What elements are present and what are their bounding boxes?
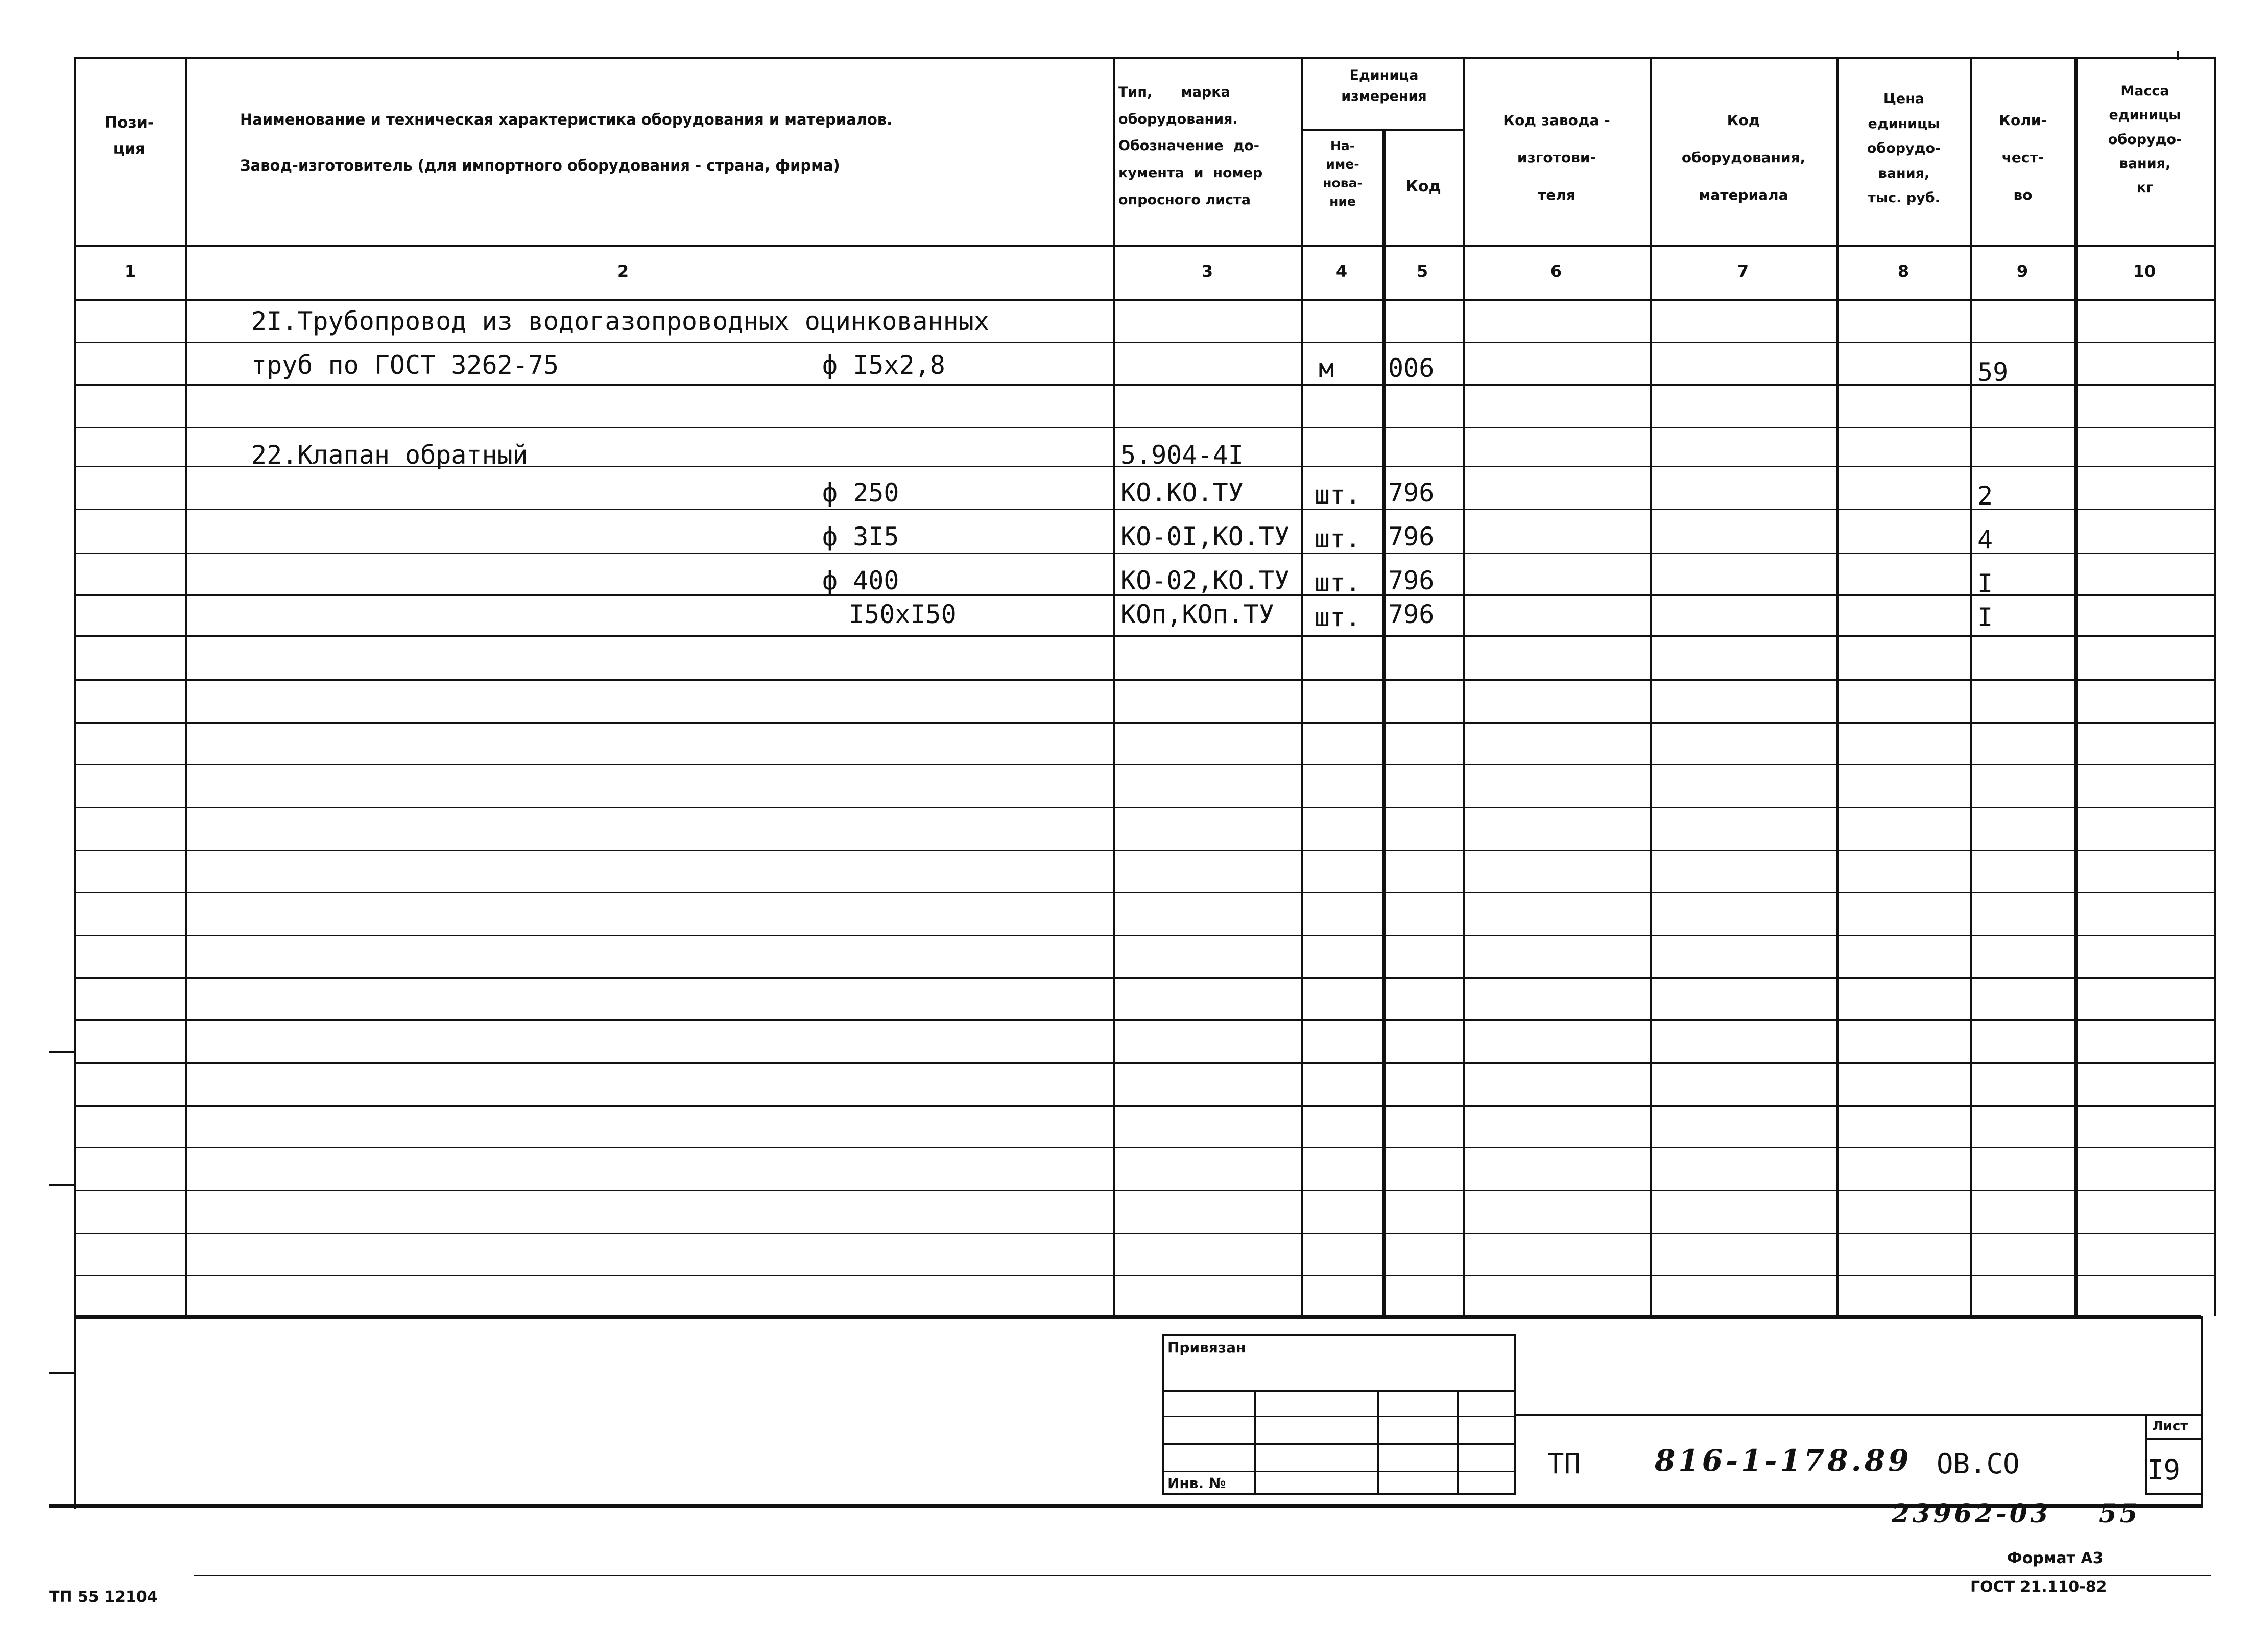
item-unit: шт.: [1315, 480, 1361, 510]
corner-mark: [2177, 51, 2179, 60]
table-row-line: [74, 892, 2214, 893]
archive-suffix: 55: [2099, 1498, 2141, 1528]
table-row-line: [74, 509, 2214, 510]
item-size: ф 3I5: [822, 522, 899, 552]
column-number: 7: [1737, 261, 1749, 281]
item-quantity: 2: [1977, 481, 1993, 511]
sheet-number: I9: [2147, 1454, 2181, 1486]
stamp-privyazan-label: Привязан: [1167, 1339, 1246, 1356]
table-row-line: [74, 342, 2214, 343]
stamp-line: [1162, 1471, 1516, 1472]
item-unit: м: [1319, 353, 1334, 383]
item-type: КОп,КОп.ТУ: [1120, 600, 1275, 629]
item-size: ф 250: [822, 478, 899, 508]
title-block-top: [1516, 1414, 2203, 1416]
column-number: 6: [1550, 261, 1562, 281]
item-unit-code: 006: [1388, 353, 1435, 383]
table-top-border: [74, 57, 2214, 59]
item-type: 5.904-4I: [1120, 440, 1244, 470]
table-bottom-line: [74, 1315, 2201, 1319]
stamp-line: [1162, 1390, 1516, 1392]
document-code: ОВ.СО: [1937, 1448, 2020, 1480]
table-row-line: [74, 1233, 2214, 1234]
header-unit-group: Единица измерения: [1341, 67, 1427, 104]
table-row-line: [74, 1190, 2214, 1191]
item-name: 2I.Трубопровод из водогазопроводных оцинкованных: [251, 306, 989, 336]
column-number: 8: [1897, 261, 1909, 281]
column-number: 2: [617, 261, 629, 281]
item-name: труб по ГОСТ 3262-75: [251, 350, 559, 380]
table-row-line: [74, 1147, 2214, 1148]
item-quantity: 59: [1977, 357, 2009, 387]
item-unit: шт.: [1315, 568, 1361, 597]
header-unit-mass: Масса единицы оборудо- вания, кг: [2108, 83, 2182, 196]
margin-tick: [49, 1051, 75, 1053]
column-numbers-bottom-line: [74, 299, 2214, 301]
table-row-line: [74, 1062, 2214, 1064]
table-row-line: [74, 427, 2214, 428]
stamp-line: [1162, 1443, 1516, 1445]
sheet-label: Лист: [2152, 1419, 2188, 1434]
header-bottom-line: [74, 245, 2214, 247]
margin-tick: [49, 1184, 75, 1186]
item-unit: шт.: [1315, 524, 1361, 554]
unit-group-divider: [1301, 129, 1463, 131]
item-size: I50хI50: [849, 600, 957, 629]
header-position: Пози- ция: [104, 114, 154, 158]
table-row-line: [74, 935, 2214, 936]
table-row-line: [74, 722, 2214, 724]
header-unit-name: На- име- нова- ние: [1323, 138, 1363, 209]
frame-bottom-line: [49, 1504, 2203, 1508]
item-quantity: I: [1977, 569, 1993, 598]
column-number: 10: [2133, 261, 2156, 281]
column-number: 3: [1201, 261, 1213, 281]
tp-label: ТП: [1547, 1448, 1581, 1480]
footer-line: [194, 1575, 2211, 1576]
stamp-divider: [1377, 1390, 1379, 1495]
item-unit-code: 796: [1388, 566, 1435, 595]
table-left-border: [74, 57, 76, 1509]
item-type: КО-02,КО.ТУ: [1120, 566, 1290, 595]
stamp-divider: [1254, 1390, 1256, 1495]
stamp-inventory-label: Инв. №: [1167, 1475, 1226, 1492]
item-quantity: 4: [1977, 525, 1993, 555]
table-row-line: [74, 977, 2214, 979]
sheet-label-divider: [2145, 1438, 2203, 1440]
item-quantity: I: [1977, 603, 1993, 632]
item-unit: шт.: [1315, 603, 1361, 632]
table-row-line: [74, 1105, 2214, 1107]
item-type: КО-0I,КО.ТУ: [1120, 522, 1290, 552]
column-number: 4: [1335, 261, 1348, 281]
item-type: КО.КО.ТУ: [1120, 478, 1244, 508]
table-row-line: [74, 764, 2214, 765]
document-number: 816-1-178.89: [1655, 1443, 1912, 1478]
header-name-line1: Наименование и техническая характеристика оборудования и материалов.: [240, 111, 893, 128]
header-type-mark: Тип, марка оборудования. Обозначение до- кумента и номер опросного листа: [1118, 84, 1263, 208]
table-row-line: [74, 553, 2214, 554]
stamp-divider: [1457, 1390, 1459, 1495]
item-unit-code: 796: [1388, 600, 1435, 629]
header-equipment-code: Код оборудования, материала: [1681, 112, 1806, 203]
item-unit-code: 796: [1388, 522, 1435, 552]
header-name-line2: Завод-изготовитель (для импортного оборудования - страна, фирма): [240, 157, 840, 174]
item-unit-code: 796: [1388, 478, 1435, 508]
table-row-line: [74, 679, 2214, 681]
archive-number: 23962-03: [1892, 1498, 2051, 1528]
table-row-line: [74, 384, 2214, 386]
header-manufacturer-code: Код завода - изготови- теля: [1503, 112, 1610, 203]
table-row-line: [74, 635, 2214, 637]
item-name: 22.Клапан обратный: [251, 440, 528, 470]
gost-label: ГОСТ 21.110-82: [1970, 1578, 2107, 1596]
format-label: Формат А3: [2007, 1549, 2104, 1567]
table-right-border: [2214, 57, 2216, 1316]
header-quantity: Коли- чест- во: [1999, 112, 2047, 203]
table-row-line: [74, 807, 2214, 808]
stamp-line: [1162, 1416, 1516, 1417]
header-unit-code: Код: [1405, 178, 1441, 196]
header-unit-price: Цена единицы оборудо- вания, тыс. руб.: [1867, 91, 1941, 206]
item-size: ф I5х2,8: [822, 350, 945, 380]
table-row-line: [74, 1019, 2214, 1021]
item-size: ф 400: [822, 566, 899, 595]
column-number: 1: [124, 261, 136, 281]
column-number: 9: [2016, 261, 2028, 281]
column-number: 5: [1416, 261, 1428, 281]
margin-tick: [49, 1372, 75, 1374]
table-row-line: [74, 1275, 2214, 1276]
album-number: ТП 55 12104: [49, 1588, 158, 1606]
table-row-line: [74, 850, 2214, 851]
